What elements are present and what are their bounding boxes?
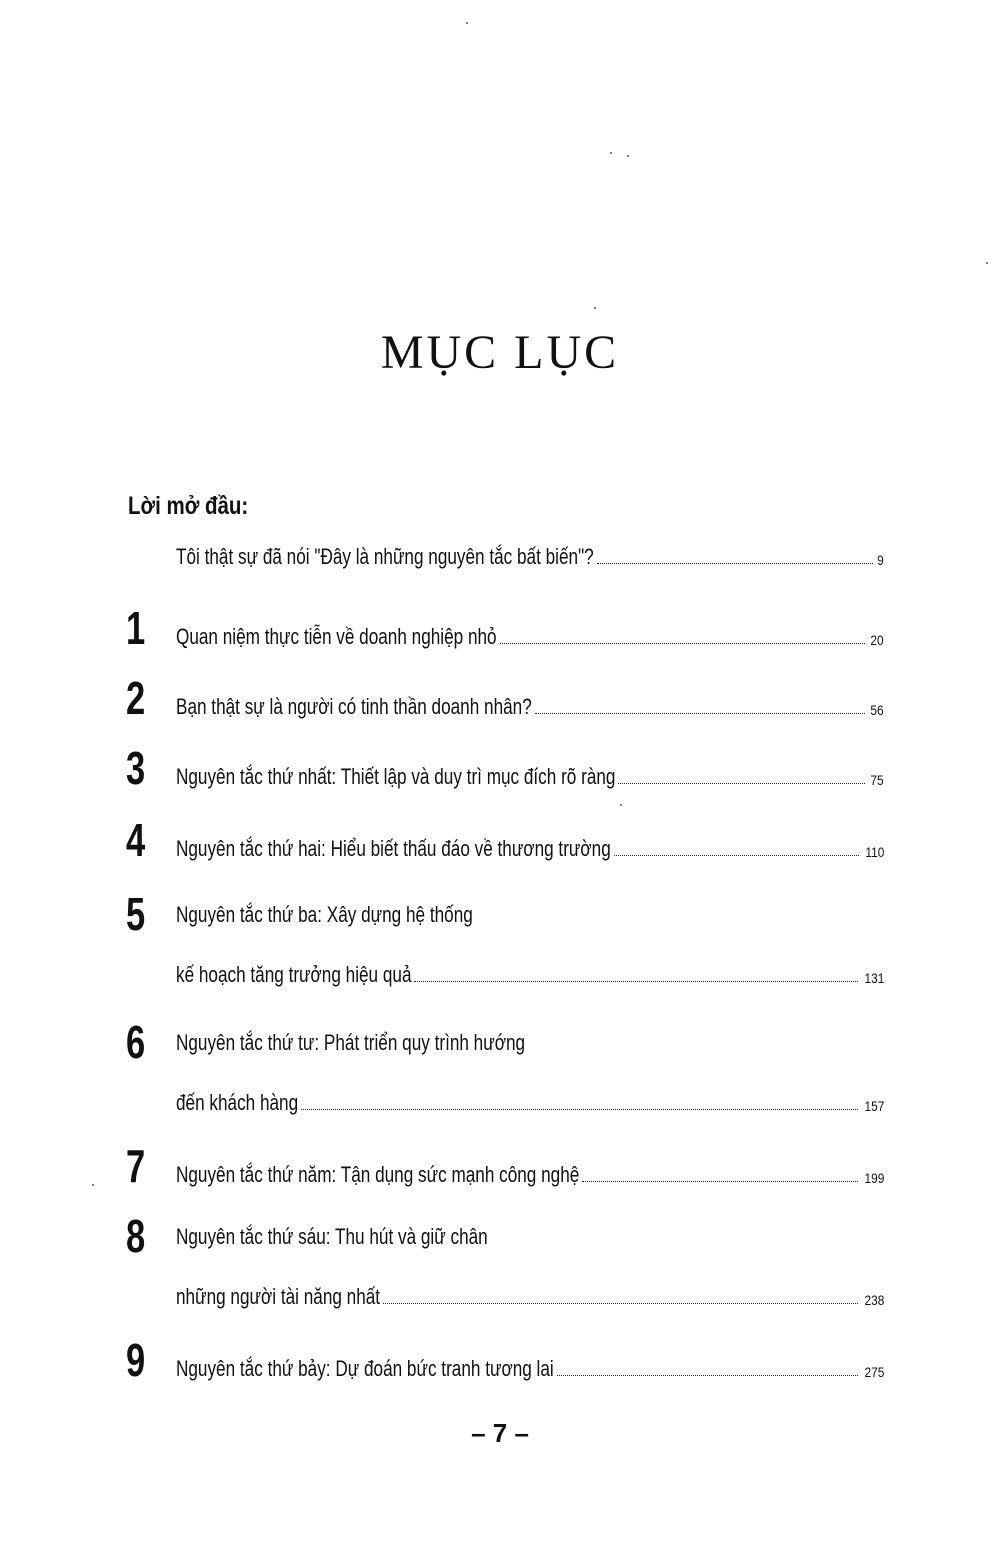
chapter-number: 9 [126, 1334, 146, 1386]
page-title: MỤC LỤC [380, 326, 620, 379]
intro-entry-text: Tôi thật sự đã nói "Đây là những nguyên tắc bất biến"? [176, 544, 594, 569]
chapter-line [176, 1152, 884, 1186]
dot-leader [582, 1181, 857, 1182]
chapter-page: 56 [870, 702, 884, 718]
chapter-line-continued [176, 1274, 884, 1308]
scan-speck [627, 155, 629, 157]
dot-leader [614, 855, 859, 856]
dot-leader [535, 713, 866, 714]
dot-leader [557, 1375, 858, 1376]
chapter-title: Quan niệm thực tiễn về doanh nghiệp nhỏ [176, 624, 497, 649]
chapter-line [176, 1346, 884, 1380]
chapter-title-continued: những người tài năng nhất [176, 1284, 381, 1309]
intro-entry-page: 9 [877, 552, 884, 568]
chapter-number: 4 [126, 814, 146, 866]
chapter-title: Nguyên tắc thứ ba: Xây dựng hệ thống [176, 902, 473, 927]
chapter-number: 7 [126, 1140, 146, 1192]
chapter-number: 8 [126, 1210, 146, 1262]
scan-speck [466, 22, 468, 24]
chapter-title: Nguyên tắc thứ bảy: Dự đoán bức tranh tương lai [176, 1356, 554, 1381]
chapter-page: 275 [864, 1364, 884, 1380]
dot-leader [597, 563, 874, 564]
scan-speck [92, 1184, 94, 1186]
intro-entry[interactable] [176, 534, 884, 568]
dot-leader [414, 981, 857, 982]
dot-leader [301, 1109, 858, 1110]
scan-speck [620, 804, 622, 806]
chapter-line [176, 904, 884, 938]
chapter-title: Nguyên tắc thứ hai: Hiểu biết thấu đáo về thương trường [176, 836, 611, 861]
page-number: – 7 – [471, 1418, 529, 1448]
chapter-title-continued: kế hoạch tăng trưởng hiệu quả [176, 962, 412, 987]
chapter-number: 2 [126, 672, 146, 724]
chapter-line-continued [176, 952, 884, 986]
chapter-page: 238 [864, 1292, 884, 1308]
chapter-title: Bạn thật sự là người có tinh thần doanh nhân? [176, 694, 532, 719]
chapter-page: 131 [864, 970, 884, 986]
scan-speck [610, 152, 612, 154]
chapter-number: 6 [126, 1016, 146, 1068]
intro-heading: Lời mở đầu: [128, 492, 249, 520]
dot-leader [618, 783, 865, 784]
chapter-number: 5 [126, 888, 146, 940]
chapter-line-continued [176, 1080, 884, 1114]
chapter-line [176, 754, 884, 788]
chapter-number: 3 [126, 742, 146, 794]
chapter-line [176, 1032, 884, 1066]
scan-speck [986, 262, 988, 264]
chapter-line [176, 684, 884, 718]
chapter-title: Nguyên tắc thứ tư: Phát triển quy trình hướng [176, 1030, 526, 1055]
chapter-page: 199 [864, 1170, 884, 1186]
chapter-page: 75 [870, 772, 884, 788]
scan-speck [594, 307, 596, 309]
dot-leader [383, 1303, 858, 1304]
dot-leader [500, 643, 866, 644]
chapter-title: Nguyên tắc thứ năm: Tận dụng sức mạnh công nghệ [176, 1162, 580, 1187]
chapter-page: 110 [865, 844, 884, 860]
chapter-page: 20 [870, 632, 884, 648]
chapter-line [176, 1226, 884, 1260]
chapter-title-continued: đến khách hàng [176, 1090, 299, 1115]
chapter-page: 157 [864, 1098, 884, 1114]
chapter-line [176, 826, 884, 860]
chapter-line [176, 614, 884, 648]
chapter-title: Nguyên tắc thứ sáu: Thu hút và giữ chân [176, 1224, 488, 1249]
chapter-number: 1 [126, 602, 146, 654]
chapter-title: Nguyên tắc thứ nhất: Thiết lập và duy trì mục đích rõ ràng [176, 764, 616, 789]
